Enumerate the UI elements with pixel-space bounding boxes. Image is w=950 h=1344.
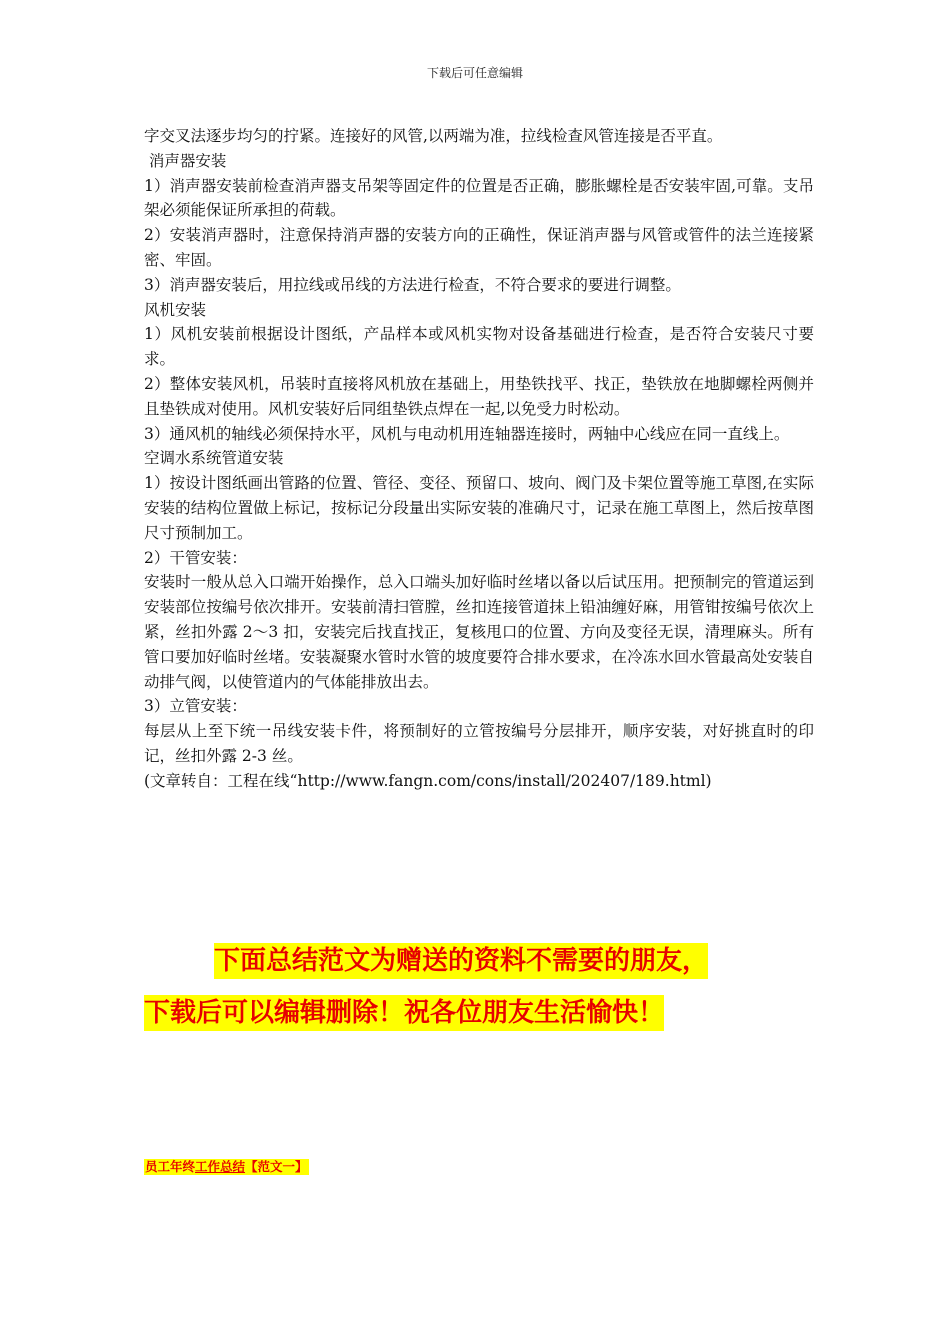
paragraph: 2）整体安装风机，吊装时直接将风机放在基础上，用垫铁找平、找正，垫铁放在地脚螺栓两侧并且垫铁成对使用。风机安装好后同组垫铁点焊在一起,以免受力时松动。 [144,374,814,418]
sample-title-suffix: 【范文一】 [245,1159,308,1174]
page-header: 下载后可任意编辑 [426,66,523,80]
paragraph: 2）干管安装： [144,548,247,567]
sample-title-prefix: 员工年终 [145,1159,196,1174]
section-heading-water-pipe: 空调水系统管道安装 [144,449,284,468]
document-body [144,124,814,794]
paragraph: 1）按设计图纸画出管路的位置、管径、变径、预留口、坡向、阀门及卡架位置等施工草图,在实际安装的结构位置做上标记，按标记分段量出实际安装的准确尺寸，记录在施工草图上，然后按草图尺寸预制加工。 [144,474,814,542]
promo-line-2: 下载后可以编辑删除！祝各位朋友生活愉快！ [144,995,664,1031]
section-heading-muffler: 消声器安装 [144,151,227,170]
paragraph: 1）风机安装前根据设计图纸，产品样本或风机实物对设备基础进行检查，是否符合安装尺寸要求。 [144,325,814,369]
paragraph: 1）消声器安装前检查消声器支吊架等固定件的位置是否正确，膨胀螺栓是否安装牢固,可靠。支吊架必须能保证所承担的荷载。 [144,176,814,220]
paragraph: 每层从上至下统一吊线安装卡件，将预制好的立管按编号分层排开，顺序安装，对好挑直时的印记，丝扣外露 2-3 丝。 [144,722,814,765]
section-heading-fan: 风机安装 [144,300,207,319]
sample-title [144,1159,309,1175]
paragraph: 3）消声器安装后，用拉线或吊线的方法进行检查，不符合要求的要进行调整。 [144,275,681,294]
paragraph: 字交叉法逐步均匀的拧紧。连接好的风管,以两端为准，拉线检查风管连接是否平直。 [144,127,723,145]
promo-line-1: 下面总结范文为赠送的资料不需要的朋友， [214,943,708,979]
paragraph: 2）安装消声器时，注意保持消声器的安装方向的正确性，保证消声器与风管或管件的法兰连接紧密、牢固。 [144,226,814,269]
paragraph: 安装时一般从总入口端开始操作，总入口端头加好临时丝堵以备以后试压用。把预制完的管道运到安装部位按编号依次排开。安装前清扫管膛，丝扣连接管道抹上铅油缠好麻，用管钳按编号依次上紧，丝扣外露 2～3 扣，安装完后找直找正，复核甩口的位置、方向及变径无误，清理麻头。所有管口要加好临时丝堵。安装凝聚水管时水管的坡度要符合排水要求，在冷冻水回水管最高处安装自动排气阀，以使管道内的气体能排放出去。 [144,573,814,691]
source-citation: (文章转自：工程在线“http://www.fangn.com/cons/install/202407/189.html) [144,771,712,790]
sample-title-link[interactable]: 工作总结 [195,1159,246,1174]
paragraph: 3）通风机的轴线必须保持水平，风机与电动机用连轴器连接时，两轴中心线应在同一直线上。 [144,424,790,443]
paragraph: 3）立管安装： [144,697,247,716]
